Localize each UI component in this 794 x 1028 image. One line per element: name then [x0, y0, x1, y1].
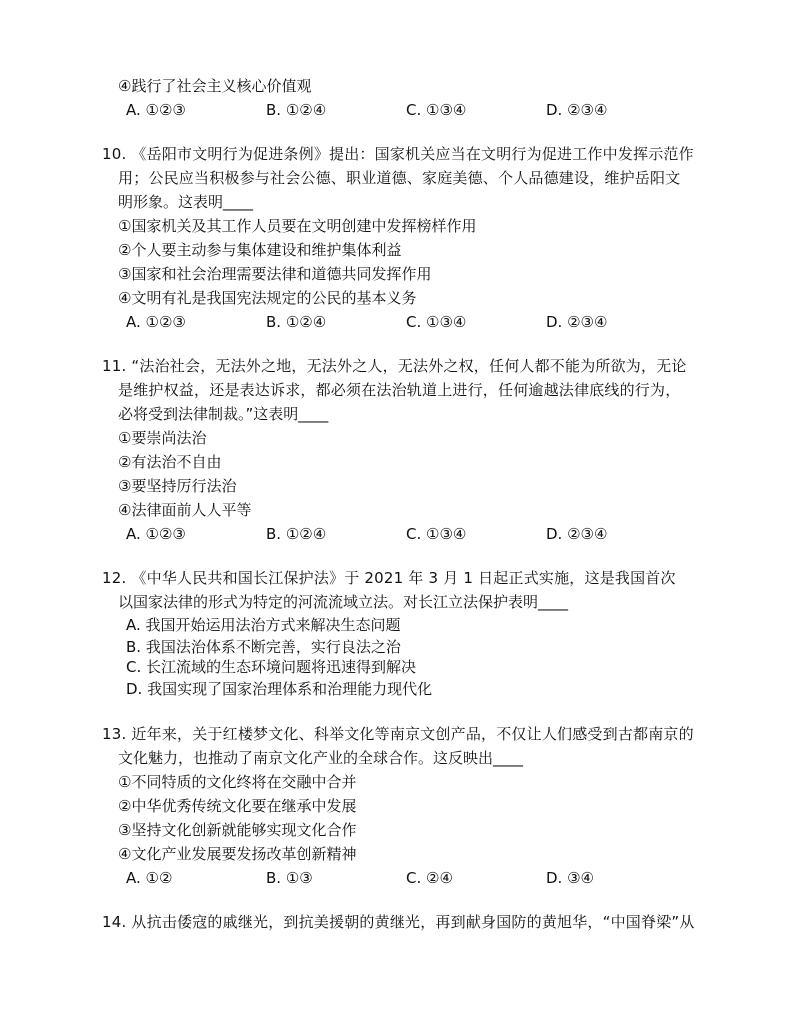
q13-choice-d[interactable]: D. ③④ [546, 869, 594, 887]
q11-statement-2: ②有法治不自由 [118, 453, 222, 471]
q11-stem-line-3: 必将受到法律制裁。”这表明____ [118, 405, 329, 423]
q9-choice-b[interactable]: B. ①②④ [266, 101, 327, 119]
q12-stem-line-1: 12. 《中华人民共和国长江保护法》于 2021 年 3 月 1 日起正式实施，这是我国首次 [102, 569, 676, 587]
q13-stem-line-2: 文化魅力，也推动了南京文化产业的全球合作。这反映出____ [118, 749, 524, 767]
q13-statement-4: ④文化产业发展要发扬改革创新精神 [118, 845, 357, 863]
q10-choice-b[interactable]: B. ①②④ [266, 313, 327, 331]
q13-statement-1: ①不同特质的文化终将在交融中合并 [118, 773, 357, 791]
q13-statement-2: ②中华优秀传统文化要在继承中发展 [118, 797, 357, 815]
q10-choice-d[interactable]: D. ②③④ [546, 313, 608, 331]
q13-statement-3: ③坚持文化创新就能够实现文化合作 [118, 821, 357, 839]
q12-option-b[interactable]: B. 我国法治体系不断完善，实行良法之治 [126, 638, 401, 656]
q13-choice-b[interactable]: B. ①③ [266, 869, 313, 887]
q10-choices [126, 312, 686, 332]
q13-choices [126, 868, 686, 888]
q12-option-d[interactable]: D. 我国实现了国家治理体系和治理能力现代化 [126, 680, 433, 698]
q11-statement-3: ③要坚持厉行法治 [118, 477, 237, 495]
q11-choice-c[interactable]: C. ①③④ [406, 525, 467, 543]
q11-stem-line-2: 是维护权益，还是表达诉求，都必须在法治轨道上进行，任何逾越法律底线的行为， [118, 381, 681, 399]
q10-statement-1: ①国家机关及其工作人员要在文明创建中发挥榜样作用 [118, 217, 477, 235]
q11-statement-4: ④法律面前人人平等 [118, 501, 252, 519]
q9-choices [126, 100, 686, 120]
q11-choices [126, 524, 686, 544]
q9-statement-4: ④践行了社会主义核心价值观 [118, 77, 312, 95]
q12-option-c[interactable]: C. 长江流域的生态环境问题将迅速得到解决 [126, 658, 417, 676]
q10-stem-line-2: 用；公民应当积极参与社会公德、职业道德、家庭美德、个人品德建设，维护岳阳文 [118, 169, 681, 187]
q11-choice-a[interactable]: A. ①②③ [126, 525, 186, 543]
q11-statement-1: ①要崇尚法治 [118, 429, 207, 447]
q13-choice-a[interactable]: A. ①② [126, 869, 173, 887]
q11-stem-line-1: 11. “法治社会，无法外之地，无法外之人，无法外之权，任何人都不能为所欲为，无论 [102, 357, 687, 375]
q10-choice-a[interactable]: A. ①②③ [126, 313, 186, 331]
q13-stem-line-1: 13. 近年来，关于红楼梦文化、科举文化等南京文创产品，不仅让人们感受到古都南京的 [102, 725, 694, 743]
q9-choice-d[interactable]: D. ②③④ [546, 101, 608, 119]
q10-statement-4: ④文明有礼是我国宪法规定的公民的基本义务 [118, 289, 417, 307]
q12-option-a[interactable]: A. 我国开始运用法治方式来解决生态问题 [126, 616, 401, 634]
q11-choice-b[interactable]: B. ①②④ [266, 525, 327, 543]
q14-stem-line-1: 14. 从抗击倭寇的戚继光，到抗美援朝的黄继光，再到献身国防的黄旭华，“中国脊梁”从 [102, 913, 695, 931]
q10-stem-line-1: 10. 《岳阳市文明行为促进条例》提出：国家机关应当在文明行为促进工作中发挥示范作 [102, 145, 694, 163]
q13-choice-c[interactable]: C. ②④ [406, 869, 453, 887]
q9-choice-c[interactable]: C. ①③④ [406, 101, 467, 119]
q12-stem-line-2: 以国家法律的形式为特定的河流流域立法。对长江立法保护表明____ [118, 593, 569, 611]
q10-choice-c[interactable]: C. ①③④ [406, 313, 467, 331]
q10-stem-line-3: 明形象。这表明____ [118, 193, 254, 211]
q11-choice-d[interactable]: D. ②③④ [546, 525, 608, 543]
q9-choice-a[interactable]: A. ①②③ [126, 101, 186, 119]
q10-statement-3: ③国家和社会治理需要法律和道德共同发挥作用 [118, 265, 432, 283]
q10-statement-2: ②个人要主动参与集体建设和维护集体利益 [118, 241, 402, 259]
